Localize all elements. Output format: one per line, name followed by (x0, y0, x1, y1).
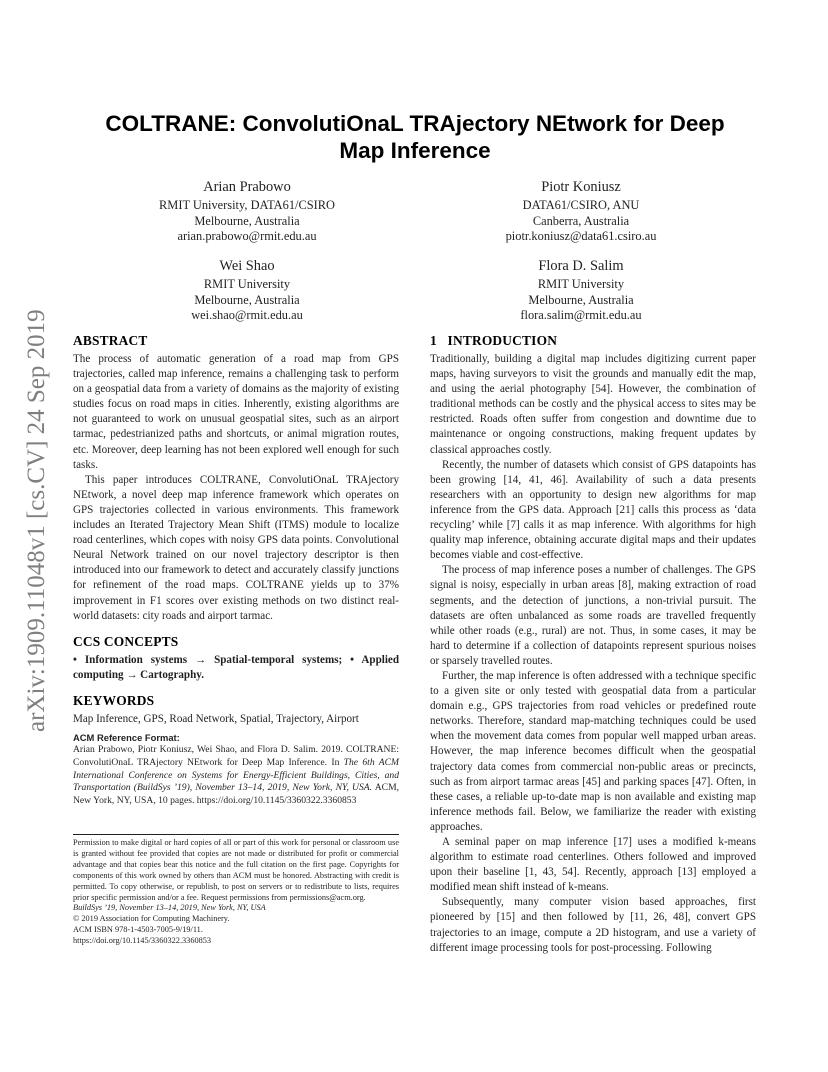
author-affiliation: RMIT University (537, 277, 625, 291)
paper-title: COLTRANE: ConvolutiOnaL TRAjectory NEtwork for Deep Map Inference (105, 111, 725, 163)
abstract-paragraph: The process of automatic generation of a road map from GPS trajectories, called map inference, remains a challenging task to perform on a geospatial data from a variety of domains as the majority of existing studies focus on road maps in cities. Inherently, existing algorithms are not guaranteed to work on unusual geospatial sites, such as an airport tarmac, pedestrianized paths and shortcuts, or animal migration routes, etc. Moreover, deep learning has not been explored well enough for such tasks. (73, 353, 399, 471)
author-location: Melbourne, Australia (528, 292, 634, 307)
acm-reference-heading: ACM Reference Format: (73, 731, 180, 743)
ccs-heading: CCS CONCEPTS (73, 633, 179, 649)
keywords-text: Map Inference, GPS, Road Network, Spatial, Trajectory, Airport (73, 712, 359, 725)
author-email: piotr.koniusz@data61.csiro.au (505, 229, 657, 243)
abstract-paragraph: This paper introduces COLTRANE, ConvolutiOnaL TRAjectory NEtwork, a novel deep map inference framework which operates on GPS trajectories collected in various environments. This framework includes an Iterated Trajectory Mean Shift (ITMS) module to localize road centerlines, which copes with noisy GPS data points. Convolutional Neural Network trained on our novel trajectory descriptor is then introduced into our framework to detect and accurately classify junctions for refinement of the road maps. COLTRANE yields up to 37% improvement in F1 scores over existing methods on two distinct real-world datasets: city roads and airport tarmac. (73, 473, 399, 622)
acm-reference-text: Arian Prabowo, Piotr Koniusz, Wei Shao, and Flora D. Salim. 2019. COLTRANE: ConvolutiOnaL TRAjectory NEtwork for Deep Map Inference. In The 6th ACM International Conference on Systems for Energy-Efficient Buildings, Cities, and Transportation (BuildSys ’19), November 13–14, 2019, New York, NY, USA. ACM, New York, NY, USA, 10 pages. https://doi.org/10.1145/3360322.3360853 (73, 743, 399, 807)
intro-paragraph: The process of map inference poses a number of challenges. The GPS signal is noisy, especially in urban areas [8], making extraction of road segments, and the detection of junctions, a non-trivial pursuit. The datasets are often unbalanced as some roads are travelled frequently while other roads (e.g., rural) are not. Thus, in some cases, it may be hard to determine if a collection of datapoints represent spurious noises or sparsely travelled routes. (430, 564, 756, 667)
copyright-line: © 2019 Association for Computing Machinery. (73, 914, 230, 924)
author-email: wei.shao@rmit.edu.au (191, 308, 303, 322)
keywords-heading: KEYWORDS (73, 692, 155, 708)
author-email: arian.prabowo@rmit.edu.au (177, 229, 317, 243)
author-name: Flora D. Salim (538, 258, 624, 274)
isbn-line: ACM ISBN 978-1-4503-7005-9/19/11. (73, 925, 203, 935)
author-block (451, 178, 711, 245)
author-affiliation: RMIT University (203, 277, 291, 291)
arxiv-stamp: arXiv:1909.11048v1 [cs.CV] 24 Sep 2019 (23, 309, 50, 733)
author-location: Melbourne, Australia (194, 213, 300, 228)
author-affiliation: RMIT University, DATA61/CSIRO (159, 198, 335, 212)
author-location: Melbourne, Australia (194, 292, 300, 307)
ccs-concepts-text: • Information systems → Spatial-temporal systems; • Applied computing → Cartography. (73, 653, 399, 681)
author-affiliation: DATA61/CSIRO, ANU (522, 198, 640, 212)
intro-paragraph: Further, the map inference is often addressed with a technique specific to a given site or only tested with geospatial data from a particular domain e.g., GPS trajectories from road vehicles or predefined route networks. Therefore, standard map-matching techniques could be used when the movement data comes from popular well mapped urban areas. However, the map inference becomes difficult when the geospatial trajectory data comes from commercial non-public areas or precincts, such as from airport tarmac areas [45] and parking spaces [47]. Often, in these cases, a reliable up-to-date map is non available and existing map inference methods fail. Below, we familiarize the reader with existing approaches. (430, 669, 756, 833)
permission-venue: BuildSys ’19, November 13–14, 2019, New York, NY, USA (73, 903, 266, 913)
left-column (73, 332, 399, 808)
author-name: Wei Shao (219, 258, 275, 274)
permission-text: Permission to make digital or hard copies of all or part of this work for personal or classroom use is granted without fee provided that copies are not made or distributed for profit or commercial advantage and that copies bear this notice and the full citation on the first page. Copyrights for components of this work owned by others than ACM must be honored. Abstracting with credit is permitted. To copy otherwise, or republish, to post on servers or to redistribute to lists, requires prior specific permission and/or a fee. Request permissions from permissions@acm.org. (73, 838, 399, 902)
intro-paragraph: Recently, the number of datasets which consist of GPS datapoints has been growing [14, 41, 46]. Availability of such a data presents researchers with an opportunity to design new algorithms for map inference from the GPS data. Approach [21] calls this process as ‘data recycling’ while [7] calls it as map inference. With algorithms for high quality map inference, obtaining accurate digital maps and their updates becomes viable and cost-effective. (430, 458, 756, 562)
author-block (117, 178, 377, 245)
author-block (451, 257, 711, 324)
intro-paragraph: Subsequently, many computer vision based approaches, first pioneered by [15] and then followed by [11, 26, 48], convert GPS trajectories to an image, compute a 2D histogram, and use a variety of different image processing tools for post-processing. Following (430, 896, 756, 954)
intro-paragraph: Traditionally, building a digital map includes digitizing current paper maps, having surveyors to visit the grounds and manually edit the map, and using the aerial photography [54]. However, the combination of traditional methods can be costly and the physical access to sites may be restricted. Roads often suffer from congestion and downtime due to maintenance or ongoing constructions, making frequent updates by classical approaches costly. (430, 353, 756, 456)
footnote-rule (73, 834, 399, 835)
doi-line: https://doi.org/10.1145/3360322.3360853 (73, 936, 212, 946)
author-block (117, 257, 377, 324)
permission-notice (73, 838, 399, 947)
author-location: Canberra, Australia (532, 213, 630, 228)
author-email: flora.salim@rmit.edu.au (520, 308, 642, 322)
author-name: Piotr Koniusz (541, 179, 621, 195)
author-name: Arian Prabowo (203, 179, 291, 195)
right-column (430, 332, 756, 956)
abstract-heading: ABSTRACT (73, 333, 148, 348)
introduction-heading: 1 INTRODUCTION (430, 333, 558, 348)
intro-paragraph: A seminal paper on map inference [17] uses a modified k-means algorithm to estimate road centerlines. Others followed and improved upon their baseline [1, 43, 54]. Recently, approach [13] employed a modified mean shift instead of k-means. (430, 836, 756, 894)
